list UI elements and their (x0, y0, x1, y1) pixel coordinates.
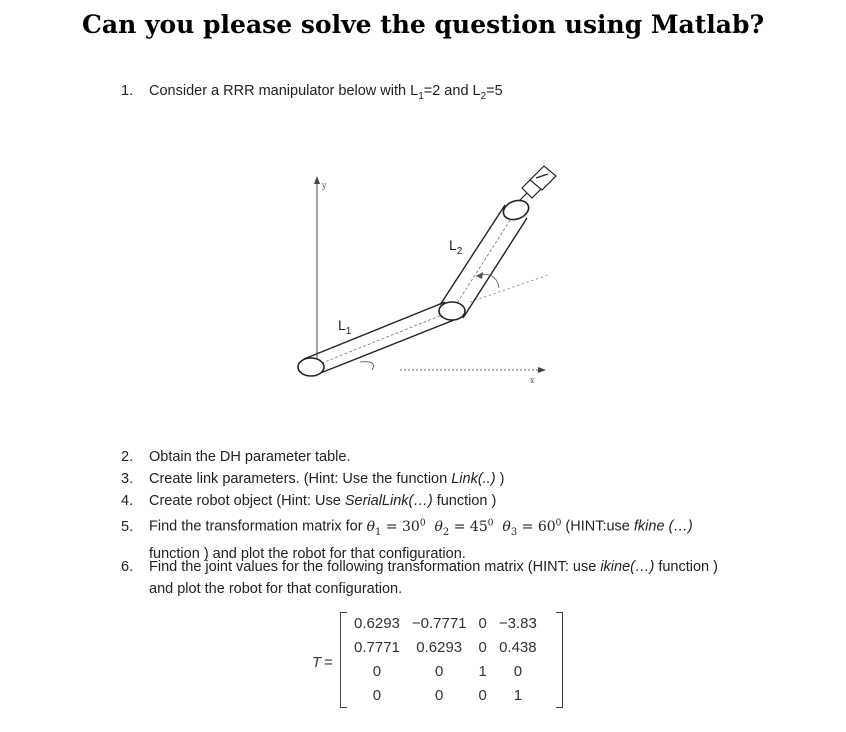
question-number: 4. (121, 493, 134, 509)
question-number: 2. (121, 449, 134, 465)
matrix-cell: 1 (513, 687, 523, 704)
matrix-cell: 0.6293 (416, 639, 463, 656)
matrix-equals: = (324, 654, 333, 671)
matrix-cell: 0 (513, 663, 523, 680)
matrix-cell: −3.83 (498, 615, 537, 632)
question-4 (121, 490, 496, 512)
q1-sub1: 1 (418, 90, 424, 102)
q4-function-name: SerialLink(…) (344, 493, 433, 509)
q6-line2: and plot the robot for that configuration. (149, 581, 403, 597)
q5-hint: (HINT:use (561, 518, 634, 535)
link-1 (298, 302, 459, 376)
q3-text-pre: Create link parameters. (Hint: Use the function (149, 471, 452, 487)
matrix-cell: 0 (372, 663, 382, 680)
question-number: 6. (121, 559, 134, 575)
matrix-cell: 0 (435, 663, 444, 680)
q4-text-pre: Create robot object (Hint: Use (149, 493, 345, 509)
matrix-row (348, 636, 543, 660)
matrix-cell: 0 (478, 639, 487, 656)
l2-label: $L_2$ (449, 237, 463, 257)
y-axis-arrow (314, 176, 320, 184)
q1-text-mid: =2 and L (423, 83, 481, 99)
joint-2 (439, 302, 465, 320)
question-2 (121, 446, 351, 468)
theta-values: $\theta_1 = 30^0$ $\theta_2 = 45^0$ $\theta_3 = 60^0$ (366, 518, 562, 538)
q6-text-pre: Find the joint values for the following transformation matrix (HINT: use (149, 559, 601, 575)
matrix-row (348, 612, 543, 636)
q4-text-post: function ) (432, 493, 497, 509)
matrix-row (348, 684, 543, 708)
q2-text: Obtain the DH parameter table. (149, 449, 351, 465)
matrix-cell: 0 (372, 687, 382, 704)
matrix-cell: −0.7771 (411, 615, 467, 632)
left-bracket (340, 612, 347, 708)
q1-sub2: 2 (480, 90, 487, 102)
question-3 (121, 468, 504, 490)
question-number: 1. (121, 83, 134, 99)
x-axis-arrow (538, 367, 546, 373)
matrix-cell: 0.6293 (354, 615, 400, 632)
theta1-arc (360, 362, 374, 370)
link-2 (439, 197, 548, 320)
q5-text-pre: Find the transformation matrix for (149, 518, 367, 535)
matrix-cell: 0.7771 (354, 639, 400, 656)
q6-text-post: function ) (654, 559, 718, 575)
matrix-cell: 0 (478, 615, 487, 632)
q5-function-name: fkine (…) (633, 518, 693, 535)
q1-text-pre: Consider a RRR manipulator below with L (149, 83, 419, 99)
question-number: 3. (121, 471, 134, 487)
right-bracket (556, 612, 563, 708)
question-6 (121, 556, 718, 600)
matrix-cell: 1 (478, 663, 487, 680)
y-axis-label: y (322, 181, 327, 190)
q1-text-post: =5 (486, 83, 503, 99)
matrix-cell: 0 (478, 687, 487, 704)
base-joint (298, 358, 324, 376)
l1-label: $L_1$ (338, 317, 352, 337)
matrix-label: T (312, 654, 322, 671)
matrix-table (348, 612, 543, 708)
matrix-cell: 0 (435, 687, 444, 704)
page-title: Can you please solve the question using Matlab? (82, 10, 765, 39)
q6-function-name: ikine(…) (600, 559, 655, 575)
matrix-cell: 0.438 (499, 639, 537, 656)
gripper (520, 166, 556, 200)
q3-function-name: Link(..) (451, 471, 496, 487)
q3-text-post: ) (495, 471, 505, 487)
matrix-row (348, 660, 543, 684)
question-number: 5. (121, 518, 134, 535)
q5-line2: function ) and plot the robot for that configuration. (149, 546, 466, 563)
x-axis-label: x (530, 376, 535, 385)
